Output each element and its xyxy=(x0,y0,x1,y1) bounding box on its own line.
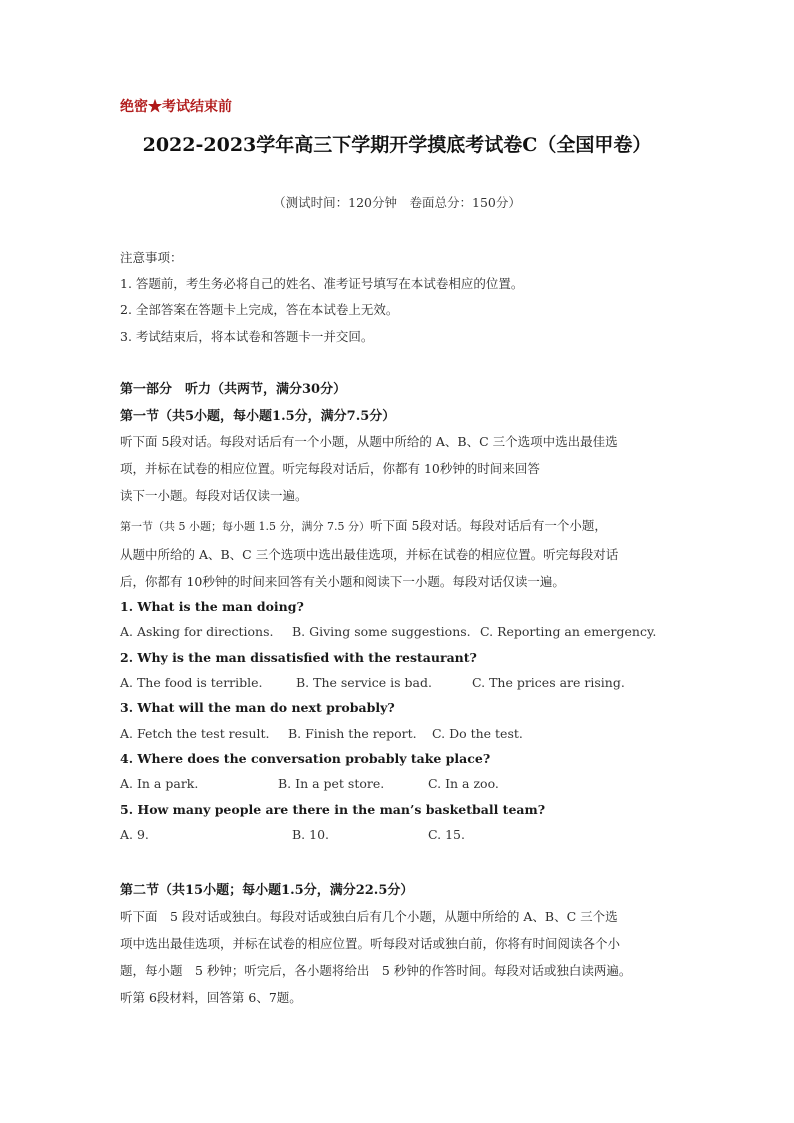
option-b: B. In a pet store. xyxy=(278,776,385,791)
section1-instruction-line: 听下面 5段对话。每段对话后有一个小题，从题中所给的 A、B、C 三个选项中选出最佳选 xyxy=(120,434,618,449)
option-b: B. Giving some suggestions. xyxy=(292,624,471,639)
option-a: A. In a park. xyxy=(120,776,199,791)
option-c: C. In a zoo. xyxy=(428,776,499,791)
section2-instruction-line: 听下面 5 段对话或独白。每段对话或独白后有几个小题，从题中所给的 A、B、C 三个选 xyxy=(120,909,618,924)
exam-timing: （测试时间：120分钟 卷面总分：150分） xyxy=(273,195,521,210)
section1-heading: 第一节（共5小题，每小题1.5分，满分7.5分） xyxy=(120,409,396,424)
option-b: B. Finish the report. xyxy=(288,726,417,741)
option-b: B. The service is bad. xyxy=(296,675,432,690)
section2-instruction-line: 题，每小题 5 秒钟；听完后，各小题将给出 5 秒钟的作答时间。每段对话或独白读两遍。 xyxy=(120,963,632,978)
option-c: C. Reporting an emergency. xyxy=(480,624,657,639)
note-item: 1. 答题前，考生务必将自己的姓名、准考证号填写在本试卷相应的位置。 xyxy=(120,276,524,291)
question-3: 3. What will the man do next probably? xyxy=(120,700,395,715)
section1-instruction-line: 读下一小题。每段对话仅读一遍。 xyxy=(120,488,308,503)
notes-heading: 注意事项： xyxy=(120,250,183,265)
question-2: 2. Why is the man dissatisfied with the restaurant? xyxy=(120,650,477,665)
confidential-label: 绝密★考试结束前 xyxy=(120,99,232,115)
section2-instruction-line: 项中选出最佳选项，并标在试卷的相应位置。听每段对话或独白前，你将有时间阅读各个小 xyxy=(120,936,621,951)
instruction-rest: 听下面 5段对话。每段对话后有一个小题， xyxy=(369,518,607,533)
section2-heading: 第二节（共15小题；每小题1.5分，满分22.5分） xyxy=(120,883,414,898)
question-5: 5. How many people are there in the man’s basketball team? xyxy=(120,802,546,817)
part1-heading: 第一部分 听力（共两节，满分30分） xyxy=(120,382,347,397)
section1-instruction-line: 项，并标在试卷的相应位置。听完每段对话后，你都有 10秒钟的时间来回答 xyxy=(120,461,540,476)
note-item: 2. 全部答案在答题卡上完成，答在本试卷上无效。 xyxy=(120,302,399,317)
question-1: 1. What is the man doing? xyxy=(120,599,304,614)
option-a: A. The food is terrible. xyxy=(120,675,263,690)
instruction-prefix: 第一节（共 5 小题；每小题 1.5 分，满分 7.5 分） xyxy=(120,520,370,533)
section1-instruction-line: 后，你都有 10秒钟的时间来回答有关小题和阅读下一小题。每段对话仅读一遍。 xyxy=(120,574,565,589)
question-4: 4. Where does the conversation probably take place? xyxy=(120,751,491,766)
section2-instruction-line: 听第 6段材料，回答第 6、7题。 xyxy=(120,990,302,1005)
section1-instruction-repeat xyxy=(120,516,607,534)
section1-instruction-line: 从题中所给的 A、B、C 三个选项中选出最佳选项，并标在试卷的相应位置。听完每段对话 xyxy=(120,547,619,562)
note-item: 3. 考试结束后，将本试卷和答题卡一并交回。 xyxy=(120,329,374,344)
option-a: A. Asking for directions. xyxy=(120,624,274,639)
exam-title: 2022-2023学年高三下学期开学摸底考试卷C（全国甲卷） xyxy=(142,134,652,156)
option-a: A. Fetch the test result. xyxy=(120,726,270,741)
option-c: C. 15. xyxy=(428,827,465,842)
option-c: C. The prices are rising. xyxy=(472,675,625,690)
option-b: B. 10. xyxy=(292,827,330,842)
option-a: A. 9. xyxy=(120,827,149,842)
option-c: C. Do the test. xyxy=(432,726,523,741)
